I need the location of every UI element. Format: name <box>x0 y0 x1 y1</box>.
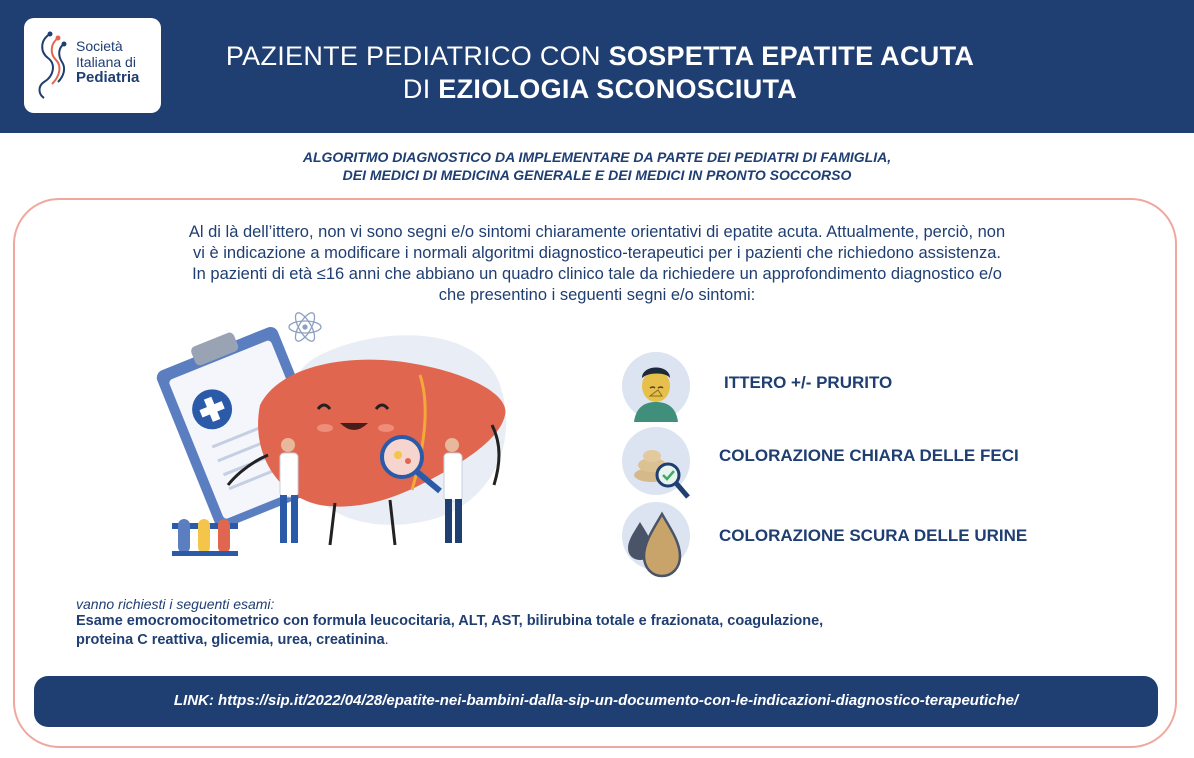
reference-link[interactable]: LINK: https://sip.it/2022/04/28/epatite-nei-bambini-dalla-sip-un-documento-con-le-indicazioni-diagnostico-terapeutiche/ <box>173 692 1019 709</box>
intro-line1: Al di là dell’ittero, non vi sono segni e/o sintomi chiaramente orientativi di epatite acuta. Attualmente, perciò, non <box>188 223 1006 241</box>
jaundice-icon <box>620 350 692 422</box>
sip-logo-mark-icon <box>32 30 76 102</box>
urine-drops-icon <box>620 500 692 580</box>
intro-line4: che presentino i seguenti segni e/o sintomi: <box>438 286 756 304</box>
liver-illustration <box>150 305 530 565</box>
logo-text-line1: Società <box>76 38 123 54</box>
page-title <box>190 40 1010 106</box>
doctor-figure-right <box>444 438 462 543</box>
atom-icon <box>289 310 321 344</box>
doctor-figure-left <box>280 438 298 543</box>
exams-lead-text: vanno richiesti i seguenti esami: <box>76 596 275 612</box>
exams-line2-end: . <box>384 632 389 648</box>
header-banner <box>0 0 1194 133</box>
symptom-label-stool: COLORAZIONE CHIARA DELLE FECI <box>719 446 1019 465</box>
title-bold2: EZIOLOGIA SCONOSCIUTA <box>438 74 798 104</box>
test-tubes-icon <box>172 519 238 556</box>
title-part1: PAZIENTE PEDIATRICO CON <box>225 41 609 71</box>
logo-text-line2: Italiana di <box>76 54 136 70</box>
subtitle-line1: ALGORITMO DIAGNOSTICO DA IMPLEMENTARE DA PARTE DEI PEDIATRI DI FAMIGLIA, <box>302 149 892 165</box>
intro-text <box>50 222 1144 306</box>
sip-logo <box>24 18 161 113</box>
stool-magnifier-icon <box>620 425 692 505</box>
subtitle <box>100 148 1094 184</box>
title-part2: DI <box>402 74 439 104</box>
exams-line2: proteina C reattiva, glicemia, urea, creatinina <box>76 632 385 648</box>
link-bar[interactable] <box>34 676 1158 727</box>
symptom-label-urine: COLORAZIONE SCURA DELLE URINE <box>719 526 1028 545</box>
subtitle-line2: DEI MEDICI DI MEDICINA GENERALE E DEI MEDICI IN PRONTO SOCCORSO <box>342 167 852 183</box>
logo-text-line3: Pediatria <box>76 69 140 86</box>
exams-list <box>76 612 1076 650</box>
intro-line2: vi è indicazione a modificare i normali algoritmi diagnostico-terapeutici per i pazienti che richiedono assistenza. <box>193 244 1001 262</box>
symptom-label-jaundice: ITTERO +/- PRURITO <box>724 373 893 392</box>
intro-line3: In pazienti di età ≤16 anni che abbiano un quadro clinico tale da richiedere un approfondimento diagnostico e/o <box>192 265 1002 283</box>
exams-line1: Esame emocromocitometrico con formula leucocitaria, ALT, AST, bilirubina totale e frazionata, coagulazione, <box>76 613 824 629</box>
title-bold1: SOSPETTA EPATITE ACUTA <box>608 41 975 71</box>
